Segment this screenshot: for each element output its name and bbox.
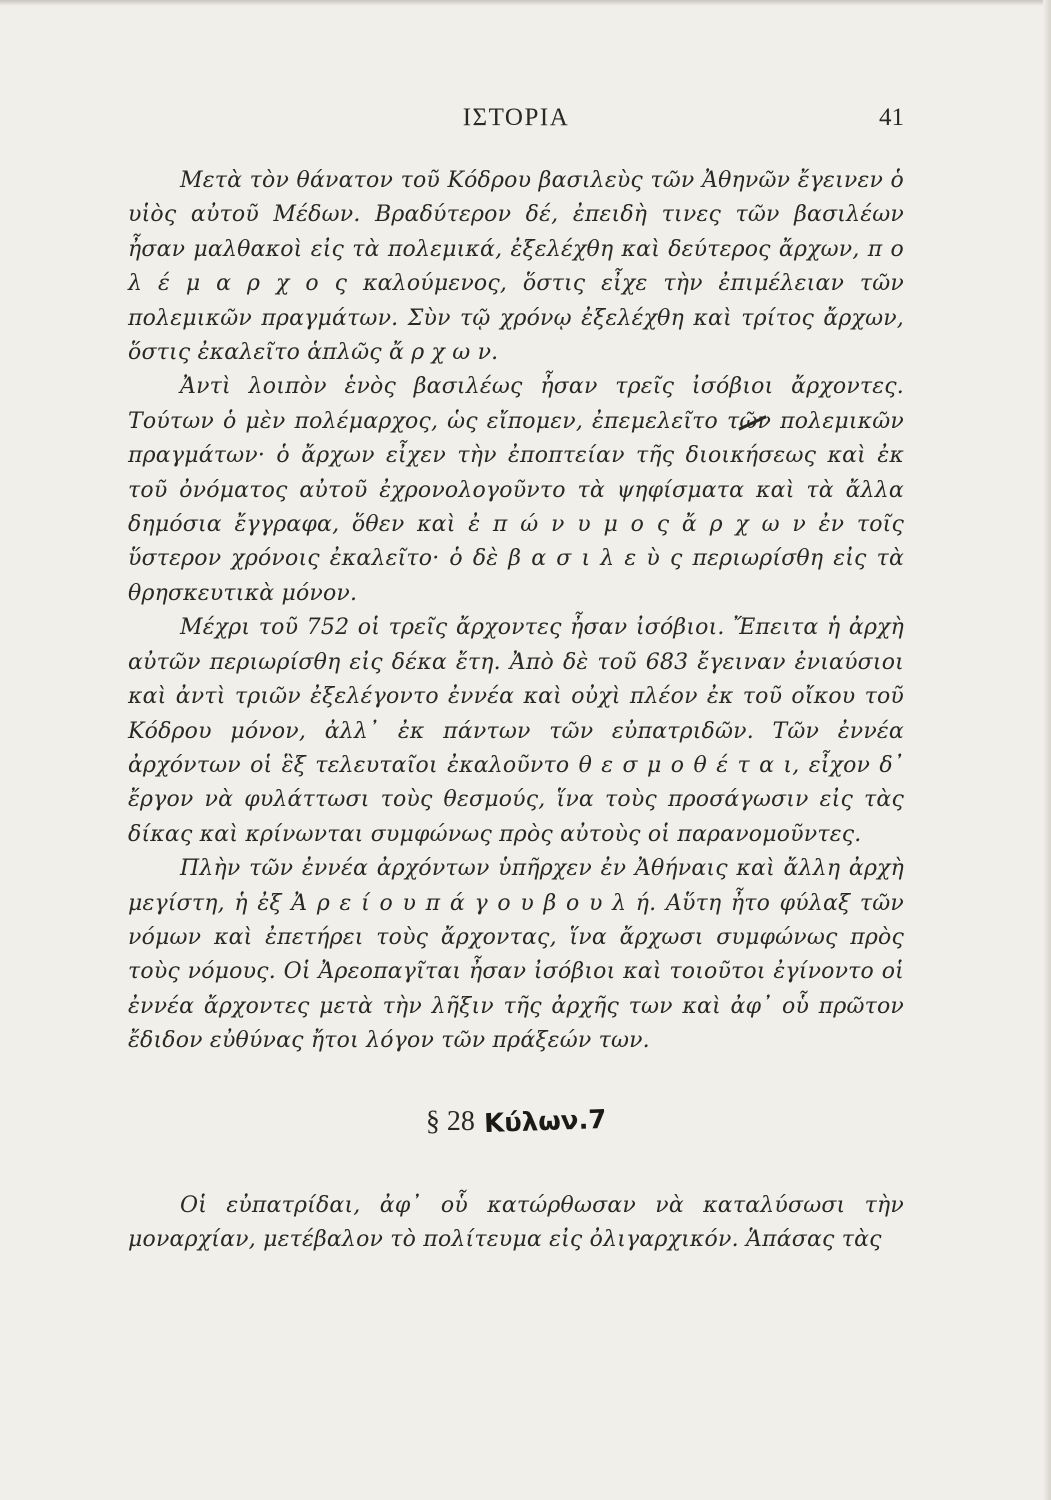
paragraph-3: Μέχρι τοῦ 752 οἱ τρεῖς ἄρχοντες ἦσαν ἰσόβιοι. Ἔπειτα ἡ ἀρχὴ αὐτῶν περιωρίσθη εἰς δέκα ἔτη. Ἀπὸ δὲ τοῦ 683 ἔγειναν ἐνιαύσιοι καὶ ἀντὶ τριῶν ἐξελέγοντο ἐννέα καὶ οὐχὶ πλέον ἐκ τοῦ οἴκου τοῦ Κόδρου μόνον, ἀλλ᾽ ἐκ πάντων τῶν εὐπατριδῶν. Τῶν ἐννέα ἀρχόντων οἱ ἓξ τελευταῖοι ἐκαλοῦντο θ ε σ μ ο θ έ τ α ι, εἶχον δ᾽ ἔργον νὰ φυλάττωσι τοὺς θεσμούς, ἵνα τοὺς προσάγωσιν εἰς τὰς δίκας καὶ κρίνωνται συμφώνως πρὸς αὐτοὺς οἱ παρανομοῦντες. <box>128 615 904 847</box>
paragraph-1: Μετὰ τὸν θάνατον τοῦ Κόδρου βασιλεὺς τῶν Ἀθηνῶν ἔγεινεν ὁ υἱὸς αὐτοῦ Μέδων. Βραδύτερον δέ, ἐπειδὴ τινες τῶν βασιλέων ἦσαν μαλθακοὶ εἰς τὰ πολεμικά, ἐξελέχθη καὶ δεύτερος ἄρχων, π ο λ έ μ α ρ χ ο ς καλούμενος, ὅστις εἶχε τὴν ἐπιμέλειαν τῶν πολεμικῶν πραγμάτων. Σὺν τῷ χρόνῳ ἐξελέχθη καὶ τρίτος ἄρχων, ὅστις ἐκαλεῖτο ἁπλῶς ἄ ρ χ ω ν. <box>128 168 904 366</box>
scan-edge-right <box>1043 0 1051 1500</box>
paragraph-4: Πλὴν τῶν ἐννέα ἀρχόντων ὑπῆρχεν ἐν Ἀθήναις καὶ ἄλλη ἀρχὴ μεγίστη, ἡ ἐξ Ἀ ρ ε ί ο υ π ά γ ο υ β ο υ λ ή. Αὕτη ἦτο φύλαξ τῶν νόμων καὶ ἐπετήρει τοὺς ἄρχοντας, ἵνα ἄρχωσι συμφώνως πρὸς τοὺς νόμους. Οἱ Ἀρεοπαγῖται ἦσαν ἰσόβιοι καὶ τοιοῦτοι ἐγίνοντο οἱ ἐννέα ἄρχοντες μετὰ τὴν λῆξιν τῆς ἀρχῆς των καὶ ἀφ᾽ οὗ πρῶτον ἔδιδον εὐθύνας ἤτοι λόγον τῶν πράξεών των. <box>128 856 904 1054</box>
paragraph-2: Ἀντὶ λοιπὸν ἑνὸς βασιλέως ἦσαν τρεῖς ἰσόβιοι ἄρχοντες. Τούτων ὁ μὲν πολέμαρχος, ὡς εἴπομεν, ἐπεμελεῖτο τῶν πολεμικῶν πραγμάτων· ὁ ἄρχων εἶχεν τὴν ἐποπτείαν τῆς διοικήσεως καὶ ἐκ τοῦ ὀνόματος αὐτοῦ ἐχρονολογοῦντο τὰ ψηφίσματα καὶ τὰ ἄλλα δημόσια ἔγγραφα, ὅθεν καὶ ἐ π ώ ν υ μ ο ς ἄ ρ χ ω ν ἐν τοῖς ὕστερον χρόνοις ἐκαλεῖτο· ὁ δὲ β α σ ι λ ε ὺ ς περιωρίσθη εἰς τὰ θρησκευτικὰ μόνον. <box>128 374 904 606</box>
handwritten-annotation: Κύλων.7 <box>483 1104 607 1139</box>
section-heading <box>128 1101 904 1141</box>
page-number: 41 <box>879 104 904 131</box>
scan-edge-top <box>0 0 1051 6</box>
body-text <box>128 164 904 1059</box>
closing-paragraph: Οἱ εὐπατρίδαι, ἀφ᾽ οὗ κατώρθωσαν νὰ καταλύσωσι τὴν μοναρχίαν, μετέβαλον τὸ πολίτευμα εἰς ὀλιγαρχικόν. Ἁπάσας τὰς <box>128 1192 904 1252</box>
running-head <box>128 100 904 140</box>
book-page <box>128 100 904 1257</box>
section-mark: § 28 <box>425 1105 475 1137</box>
page-title: ΙΣΤΟΡΙΑ <box>462 104 570 131</box>
